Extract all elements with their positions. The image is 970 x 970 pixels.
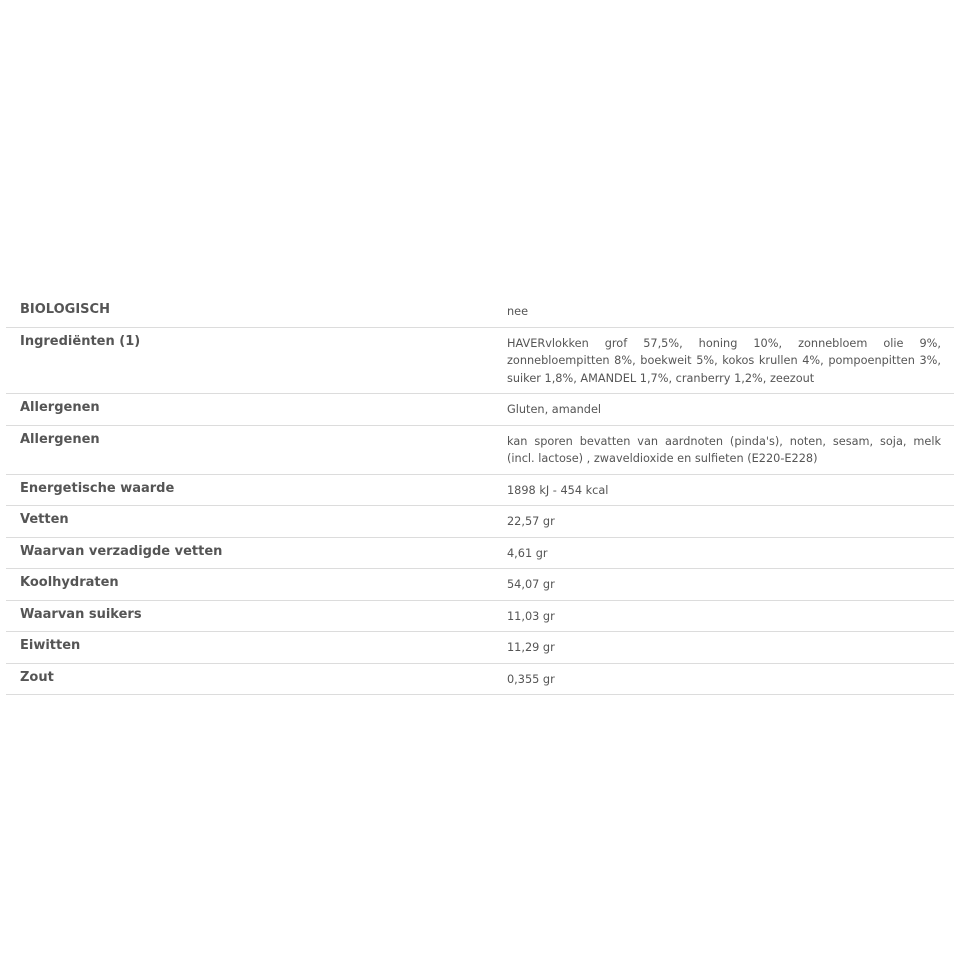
spec-value: kan sporen bevatten van aardnoten (pinda's), noten, sesam, soja, melk (incl. lactose) , zwaveldioxide en sulfieten (E220-E228) (494, 425, 954, 474)
spec-row-verzadigde-vetten (6, 537, 954, 569)
spec-value: 4,61 gr (494, 537, 954, 569)
spec-row-vetten (6, 506, 954, 538)
spec-row-allergenen-sporen (6, 425, 954, 474)
spec-row-ingredienten (6, 327, 954, 394)
spec-label: Allergenen (6, 394, 494, 426)
spec-value: nee (494, 296, 954, 327)
spec-label: Zout (6, 663, 494, 695)
spec-value: 11,29 gr (494, 632, 954, 664)
spec-row-biologisch (6, 296, 954, 327)
spec-label: Koolhydraten (6, 569, 494, 601)
spec-label: BIOLOGISCH (6, 296, 494, 327)
spec-value: HAVERvlokken grof 57,5%, honing 10%, zonnebloem olie 9%, zonnebloempitten 8%, boekweit 5%, kokos krullen 4%, pompoenpitten 3%, suiker 1,8%, AMANDEL 1,7%, cranberry 1,2%, zeezout (494, 327, 954, 394)
spec-row-koolhydraten (6, 569, 954, 601)
spec-value: 54,07 gr (494, 569, 954, 601)
spec-label: Ingrediënten (1) (6, 327, 494, 394)
product-spec-table (6, 296, 954, 695)
spec-value: 1898 kJ - 454 kcal (494, 474, 954, 506)
spec-value: 0,355 gr (494, 663, 954, 695)
spec-label: Eiwitten (6, 632, 494, 664)
spec-value: Gluten, amandel (494, 394, 954, 426)
spec-row-suikers (6, 600, 954, 632)
spec-row-energetische-waarde (6, 474, 954, 506)
spec-row-zout (6, 663, 954, 695)
spec-label: Allergenen (6, 425, 494, 474)
spec-label: Energetische waarde (6, 474, 494, 506)
spec-row-allergenen (6, 394, 954, 426)
spec-label: Vetten (6, 506, 494, 538)
spec-value: 22,57 gr (494, 506, 954, 538)
spec-value: 11,03 gr (494, 600, 954, 632)
spec-label: Waarvan suikers (6, 600, 494, 632)
spec-row-eiwitten (6, 632, 954, 664)
spec-label: Waarvan verzadigde vetten (6, 537, 494, 569)
